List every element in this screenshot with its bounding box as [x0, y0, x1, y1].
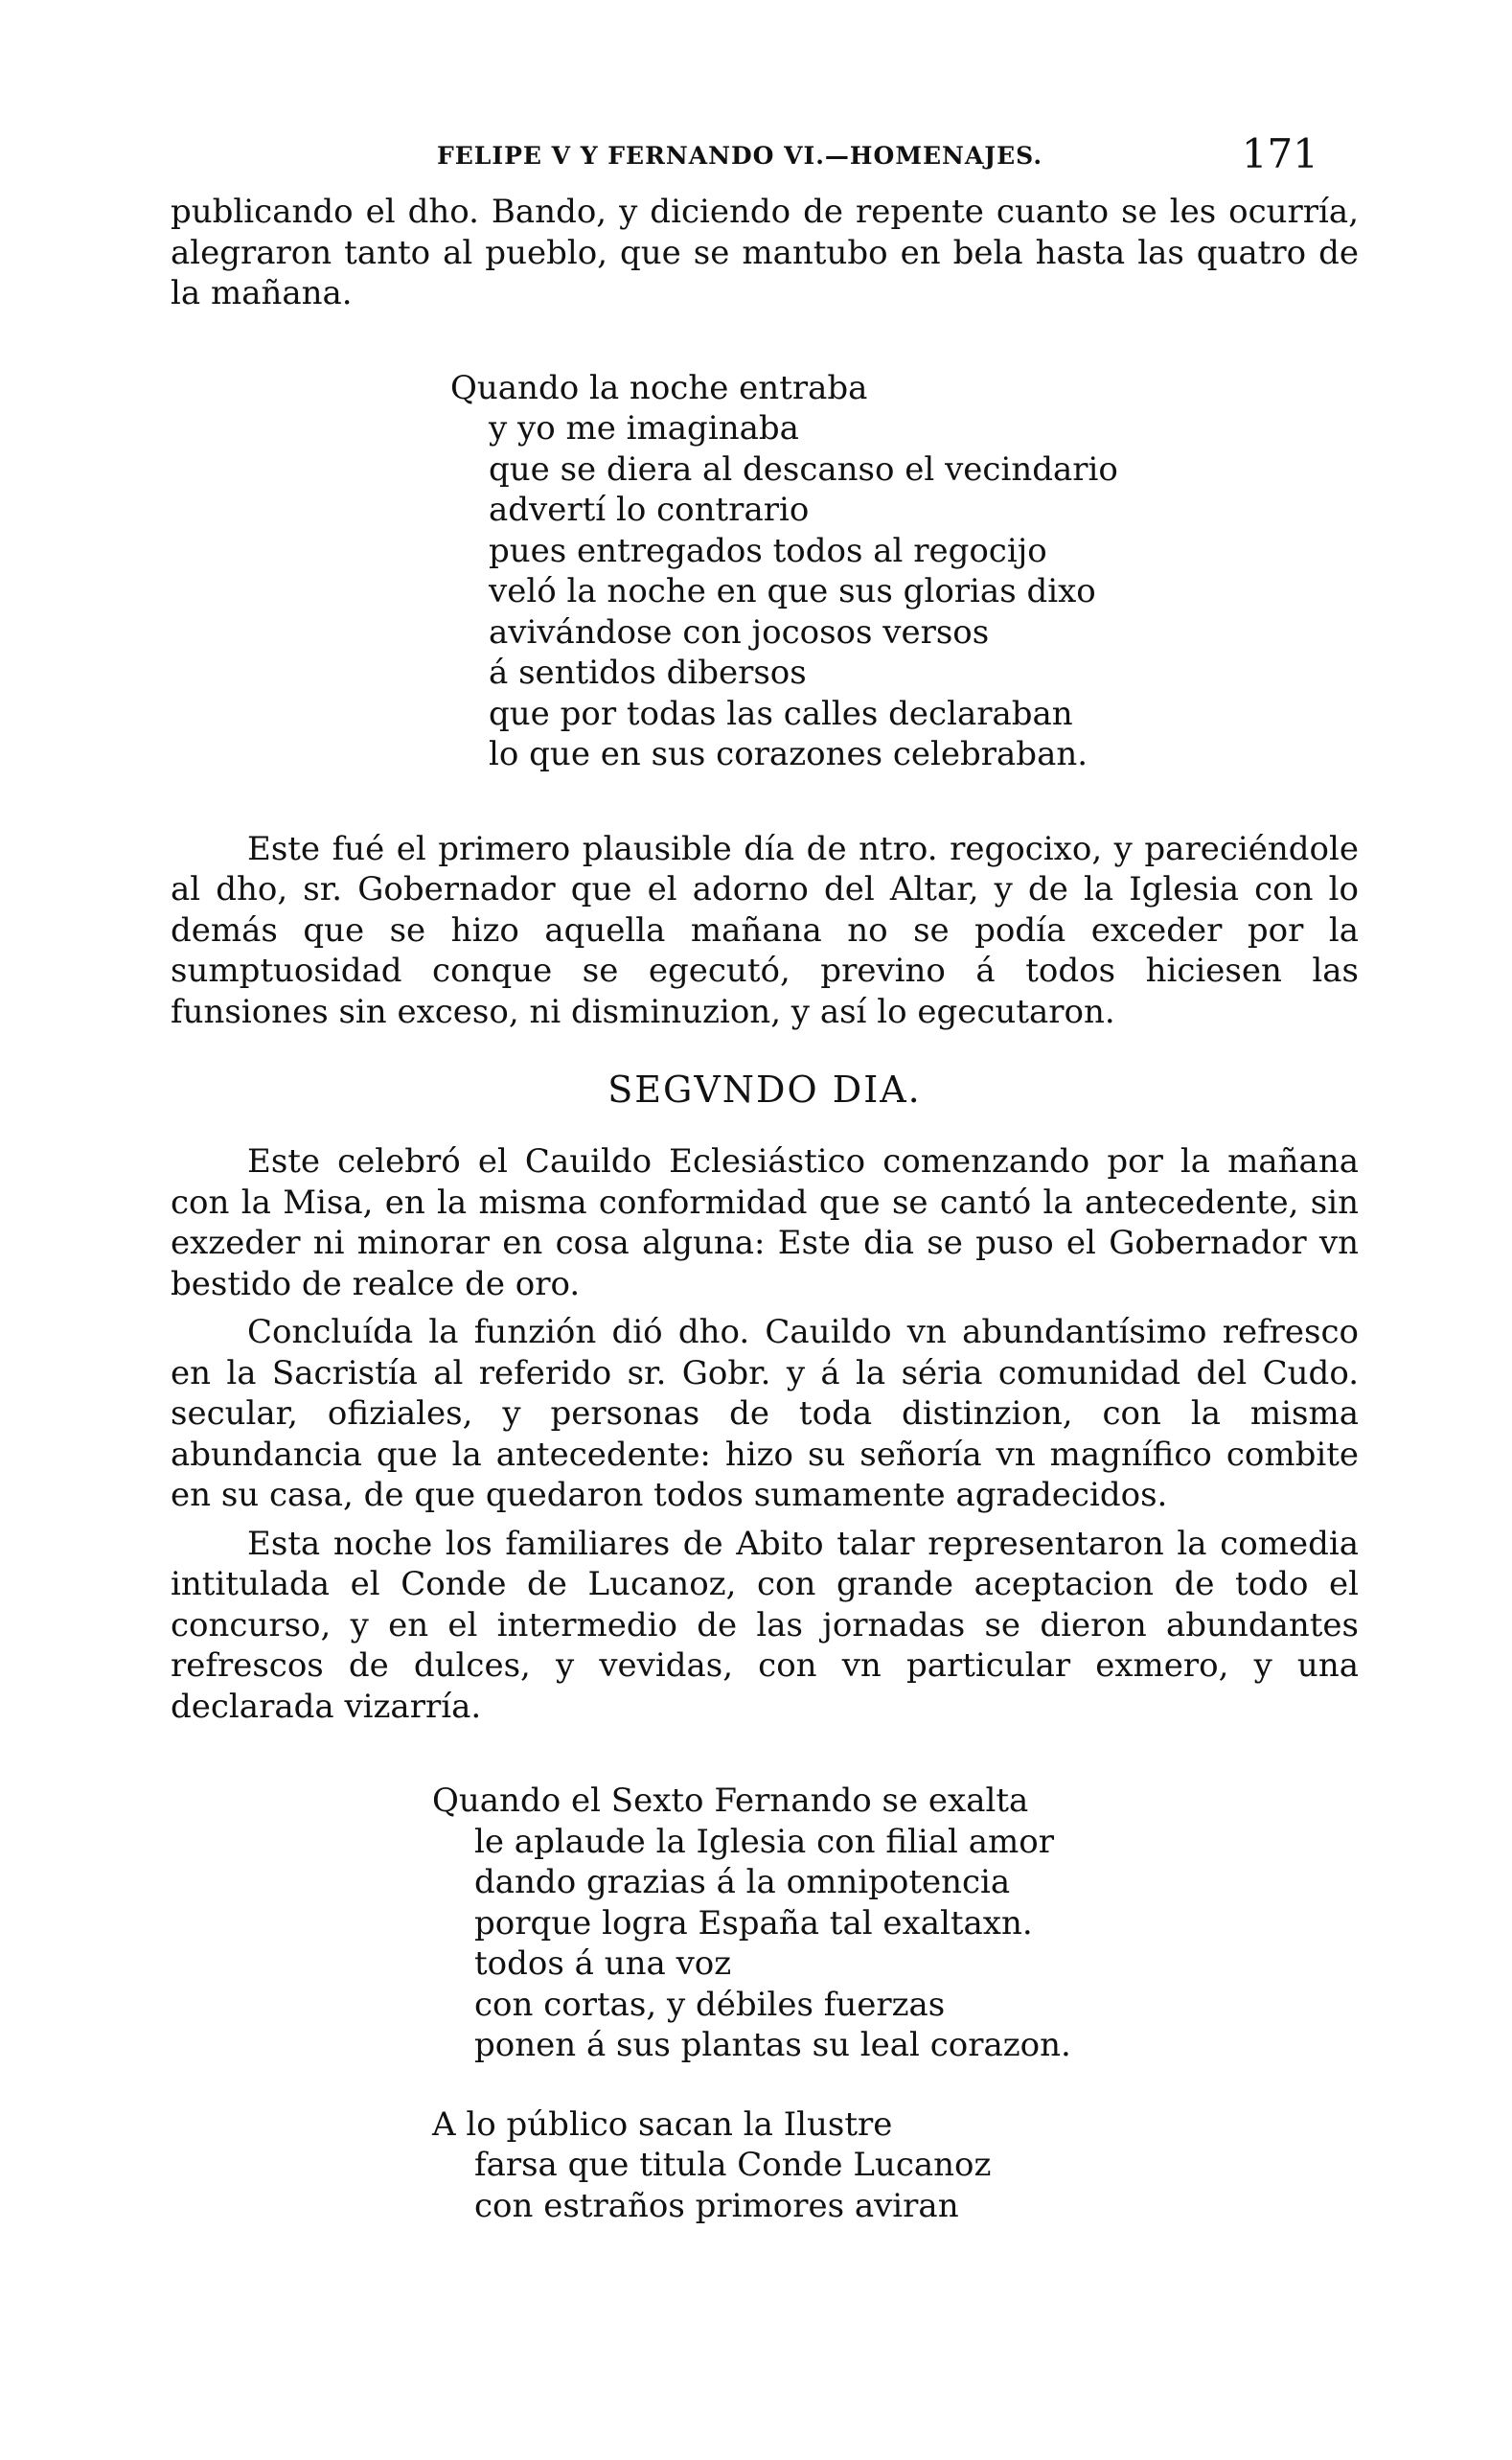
running-head: FELIPE V Y FERNANDO VI.—HOMENAJES. [437, 142, 1043, 170]
verse-line: dando grazias á la omnipotencia [474, 1863, 1011, 1901]
verse-line: A lo público sacan la Ilustre [432, 2104, 893, 2144]
verse-block-2 [432, 1781, 1359, 2066]
paragraph: Este fué el primero plausible día de ntro. regocixo, y pareciéndole al dho, sr. Gobernador que el adorno del Altar, y de la Iglesia con lo demás que se hizo aquella mañana no se podía exceder por la sumptuosidad conque se egecutó, previno á todos hiciesen las funsiones sin exceso, ni disminuzion, y así lo egecutaron. [171, 829, 1359, 1031]
verse-line: advertí lo contrario [489, 491, 810, 529]
page-header [437, 130, 1318, 184]
verse-line: avivándose con jocosos versos [489, 612, 990, 652]
verse-line: porque logra España tal exaltaxn. [474, 1903, 1033, 1943]
verse-line: á sentidos dibersos [489, 654, 807, 692]
verse-line: pues entregados todos al regocijo [489, 531, 1047, 570]
paragraph-continuation: publicando el dho. Bando, y diciendo de repente cuanto se les ocurría, alegraron tanto al pueblo, que se mantubo en bela hasta las quatro de la mañana. [171, 193, 1359, 312]
verse-line: le aplaude la Iglesia con filial amor [474, 1822, 1054, 1861]
spacer [171, 775, 1359, 829]
verse-line: Quando el Sexto Fernando se exalta [432, 1782, 1029, 1820]
verse-block-3 [432, 2104, 1359, 2227]
verse-line: con cortas, y débiles fuerzas [474, 1985, 946, 2024]
verse-line: veló la noche en que sus glorias dixo [489, 572, 1096, 610]
verse-line: y yo me imaginaba [489, 409, 799, 448]
paragraph: Este celebró el Cauildo Eclesiástico comenzando por la mañana con la Misa, en la misma conformidad que se cantó la antecedente, sin exzeder ni minorar en cosa alguna: Este dia se puso el Gobernador vn bestido de realce de oro. [171, 1142, 1359, 1303]
verse-line: Quando la noche entraba [450, 368, 868, 407]
section-title: SEGVNDO DIA. [607, 1069, 922, 1111]
verse-line: que por todas las calles declaraban [489, 694, 1073, 733]
verse-line: farsa que titula Conde Lucanoz [474, 2146, 992, 2184]
verse-line: lo que en sus corazones celebraban. [489, 735, 1088, 773]
verse-line: que se diera al descanso el vecindario [489, 449, 1118, 489]
verse-line: ponen á sus plantas su leal corazon. [474, 2026, 1071, 2064]
verse-line: con estraños primores aviran [474, 2186, 959, 2225]
paragraph: Esta noche los familiares de Abito talar representaron la comedia intitulada el Conde de Lucanoz, con grande aceptacion de todo el concurso, y en el intermedio de las jornadas se dieron abundantes refrescos de dulces, y vevidas, con vn particular exmero, y una declarada vizarría. [171, 1524, 1359, 1726]
paragraph: Concluída la funzión dió dho. Cauildo vn abundantísimo refresco en la Sacristía al referido sr. Gobr. y á la séria comunidad del Cudo. secular, ofiziales, y personas de toda distinzion, con la misma abundancia que la antecedente: hizo su señoría vn magnífico combite en su casa, de que quedaron todos sumamente agradecidos. [171, 1313, 1359, 1514]
verse-block-1 [450, 368, 1359, 775]
page-number: 171 [1241, 130, 1318, 177]
verse-line: todos á una voz [474, 1944, 732, 1983]
page-body [171, 192, 1359, 2226]
